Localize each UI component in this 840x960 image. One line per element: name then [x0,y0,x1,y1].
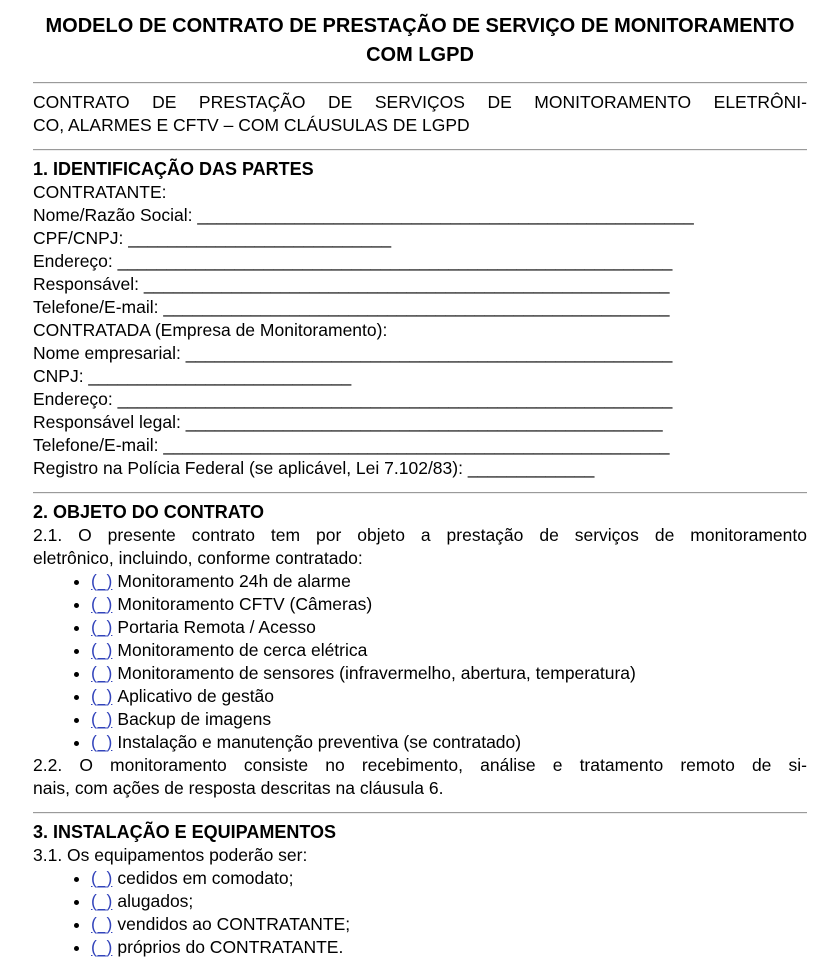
clause-2-1 [33,524,807,570]
checkbox-link[interactable]: (_) [91,868,113,888]
equipment-item-label: cedidos em comodato; [117,868,294,888]
document-subtitle-line-2: CO, ALARMES E CFTV – COM CLÁUSULAS DE LGPD [33,115,470,135]
checkbox-link[interactable]: (_) [91,594,113,614]
service-item-label: Monitoramento CFTV (Câmeras) [117,594,373,614]
divider [33,82,807,84]
divider [33,812,807,814]
services-checklist [33,570,807,754]
field-telefone-email-contratada: Telefone/E-mail: ____________________________________________________ [33,435,670,455]
field-nome-razao-social: Nome/Razão Social: ___________________________________________________ [33,205,694,225]
service-item-label: Portaria Remota / Acesso [117,617,316,637]
clause-2-1-line-2: eletrônico, incluindo, conforme contratado: [33,548,363,568]
checkbox-link[interactable]: (_) [91,640,113,660]
service-item [91,662,807,685]
equipment-item [91,936,807,959]
field-responsavel: Responsável: ______________________________________________________ [33,274,670,294]
section-1-heading: 1. IDENTIFICAÇÃO DAS PARTES [33,159,314,179]
service-item [91,685,807,708]
service-item [91,570,807,593]
service-item-label: Monitoramento 24h de alarme [117,571,351,591]
contratante-label: CONTRATANTE: [33,182,167,202]
clause-2-2-line-2: nais, com ações de resposta descritas na cláusula 6. [33,778,444,798]
field-responsavel-legal: Responsável legal: _________________________________________________ [33,412,663,432]
checkbox-link[interactable]: (_) [91,937,113,957]
service-item-label: Monitoramento de cerca elétrica [117,640,368,660]
equipment-item-label: alugados; [117,891,194,911]
service-item [91,616,807,639]
field-endereco-contratada: Endereço: _________________________________________________________ [33,389,673,409]
section-3-heading: 3. INSTALAÇÃO E EQUIPAMENTOS [33,822,337,842]
equipment-item-label: vendidos ao CONTRATANTE; [117,914,351,934]
section-2-heading: 2. OBJETO DO CONTRATO [33,502,265,522]
service-item [91,708,807,731]
divider [33,149,807,151]
field-nome-empresarial: Nome empresarial: __________________________________________________ [33,343,673,363]
contratada-label: CONTRATADA (Empresa de Monitoramento): [33,320,388,340]
service-item-label: Aplicativo de gestão [117,686,275,706]
document-title-line-2: COM LGPD [366,44,474,66]
field-registro-policia-federal: Registro na Polícia Federal (se aplicável, Lei 7.102/83): _____________ [33,458,595,478]
equipment-checklist [33,867,807,959]
checkbox-link[interactable]: (_) [91,571,113,591]
service-item-label: Backup de imagens [117,709,272,729]
field-endereco-contratante: Endereço: _________________________________________________________ [33,251,673,271]
clause-3-1: 3.1. Os equipamentos poderão ser: [33,845,308,865]
clause-2-2-line-1: 2.2. O monitoramento consiste no recebimento, análise e tratamento remoto de si- [33,755,807,775]
clause-2-2 [33,754,807,800]
service-item [91,639,807,662]
checkbox-link[interactable]: (_) [91,914,113,934]
equipment-item [91,890,807,913]
service-item-label: Monitoramento de sensores (infravermelho, abertura, temperatura) [117,663,636,683]
checkbox-link[interactable]: (_) [91,663,113,683]
checkbox-link[interactable]: (_) [91,686,113,706]
equipment-item [91,913,807,936]
checkbox-link[interactable]: (_) [91,617,113,637]
field-cnpj: CNPJ: ___________________________ [33,366,352,386]
clause-2-1-line-1: 2.1. O presente contrato tem por objeto a prestação de serviços de monitoramento [33,525,807,545]
field-telefone-email-contratante: Telefone/E-mail: ____________________________________________________ [33,297,670,317]
service-item-label: Instalação e manutenção preventiva (se contratado) [117,732,522,752]
equipment-item [91,867,807,890]
field-cpf-cnpj: CPF/CNPJ: ___________________________ [33,228,392,248]
checkbox-link[interactable]: (_) [91,732,113,752]
service-item [91,731,807,754]
divider [33,492,807,494]
document-title [33,12,807,70]
service-item [91,593,807,616]
checkbox-link[interactable]: (_) [91,709,113,729]
document-subtitle [33,91,807,137]
checkbox-link[interactable]: (_) [91,891,113,911]
document-title-line-1: MODELO DE CONTRATO DE PRESTAÇÃO DE SERVIÇO DE MONITORAMENTO [45,15,795,37]
document-subtitle-line-1: CONTRATO DE PRESTAÇÃO DE SERVIÇOS DE MONITORAMENTO ELETRÔNI- [33,92,807,112]
equipment-item-label: próprios do CONTRATANTE. [117,937,344,957]
